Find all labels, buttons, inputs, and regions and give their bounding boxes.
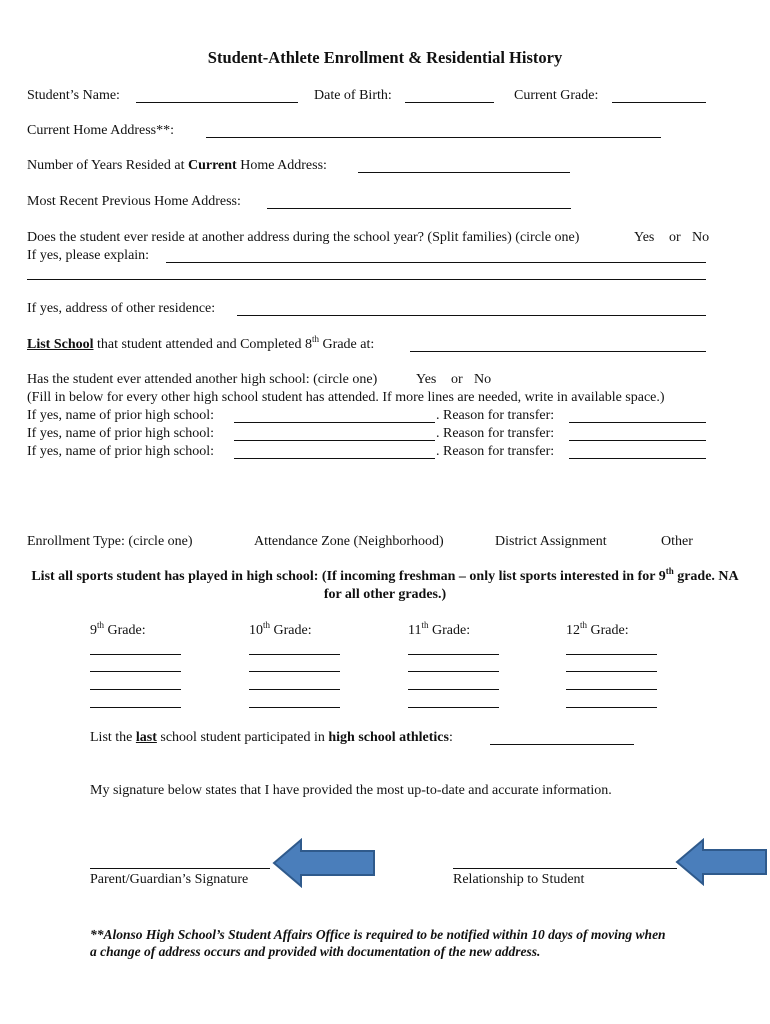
split-no-option[interactable]: No [692, 230, 710, 245]
relationship-label: Relationship to Student [453, 872, 585, 887]
grade-9-sport-field[interactable] [90, 671, 181, 672]
last-school-field[interactable] [490, 744, 634, 745]
parent-signature-field[interactable] [90, 868, 270, 869]
grade-10-sport-field[interactable] [249, 689, 340, 690]
grade-12-sport-field[interactable] [566, 654, 657, 655]
eighth-grade-school-label: List School that student attended and Completed 8th Grade at: [27, 334, 375, 352]
prior-school-label: If yes, name of prior high school: [27, 426, 215, 441]
prior-no-option[interactable]: No [474, 372, 492, 387]
current-grade-label: Current Grade: [514, 88, 599, 103]
form-title: Student-Athlete Enrollment & Residential History [207, 48, 563, 67]
prior-school-field[interactable] [234, 440, 435, 441]
transfer-reason-field[interactable] [569, 458, 706, 459]
prior-or-text: or [451, 372, 463, 387]
grade-9-sport-field[interactable] [90, 689, 181, 690]
grade-10-sport-field[interactable] [249, 707, 340, 708]
grade-9-label: 9th Grade: [90, 620, 146, 638]
prior-school-label: If yes, name of prior high school: [27, 408, 215, 423]
split-yes-option[interactable]: Yes [634, 230, 655, 245]
transfer-reason-field[interactable] [569, 440, 706, 441]
grade-12-sport-field[interactable] [566, 707, 657, 708]
grade-12-sport-field[interactable] [566, 671, 657, 672]
signature-statement: My signature below states that I have provided the most up-to-date and accurate information. [90, 783, 612, 798]
enrollment-option-other[interactable]: Other [661, 534, 693, 549]
years-resided-label: Number of Years Resided at Current Home Address: [27, 158, 327, 173]
student-name-field[interactable] [136, 102, 298, 103]
split-or-text: or [669, 230, 681, 245]
prior-school-field[interactable] [234, 458, 435, 459]
previous-address-field[interactable] [267, 208, 571, 209]
prior-school-question: Has the student ever attended another high school: (circle one) [27, 372, 378, 387]
enrollment-option-zone[interactable]: Attendance Zone (Neighborhood) [254, 534, 444, 549]
grade-11-sport-field[interactable] [408, 689, 499, 690]
left-arrow-icon [675, 838, 768, 886]
grade-11-sport-field[interactable] [408, 654, 499, 655]
transfer-reason-label: . Reason for transfer: [436, 444, 555, 459]
footer-note: **Alonso High School’s Student Affairs Office is required to be notified within 10 days of moving when a change of address occurs and provided with documentation of the new address. [90, 927, 666, 959]
other-residence-field[interactable] [237, 315, 706, 316]
left-arrow-icon [272, 838, 376, 888]
other-residence-label: If yes, address of other residence: [27, 301, 216, 316]
grade-12-label: 12th Grade: [566, 620, 629, 638]
prior-school-field[interactable] [234, 422, 435, 423]
eighth-grade-school-field[interactable] [410, 351, 706, 352]
grade-9-sport-field[interactable] [90, 654, 181, 655]
dob-label: Date of Birth: [314, 88, 392, 103]
explain-field-line-2[interactable] [27, 279, 706, 280]
grade-12-sport-field[interactable] [566, 689, 657, 690]
grade-10-sport-field[interactable] [249, 654, 340, 655]
relationship-field[interactable] [453, 868, 677, 869]
last-school-label: List the last school student participated in high school athletics: [90, 730, 453, 745]
current-grade-field[interactable] [612, 102, 706, 103]
dob-field[interactable] [405, 102, 494, 103]
enrollment-option-district[interactable]: District Assignment [495, 534, 607, 549]
transfer-reason-field[interactable] [569, 422, 706, 423]
explain-label: If yes, please explain: [27, 248, 150, 263]
split-question: Does the student ever reside at another address during the school year? (Split families) (circle one) [27, 230, 580, 245]
grade-10-label: 10th Grade: [249, 620, 312, 638]
grade-10-sport-field[interactable] [249, 671, 340, 672]
years-resided-field[interactable] [358, 172, 570, 173]
prior-school-label: If yes, name of prior high school: [27, 444, 215, 459]
grade-11-sport-field[interactable] [408, 671, 499, 672]
grade-9-sport-field[interactable] [90, 707, 181, 708]
grade-11-sport-field[interactable] [408, 707, 499, 708]
parent-signature-label: Parent/Guardian’s Signature [90, 872, 249, 887]
explain-field[interactable] [166, 262, 706, 263]
enrollment-type-label: Enrollment Type: (circle one) [27, 534, 193, 549]
sports-heading: List all sports student has played in high school: (If incoming freshman – only list sports interested in for 9th grade. NA for all other grades.) [31, 566, 739, 602]
current-address-field[interactable] [206, 137, 661, 138]
current-address-label: Current Home Address**: [27, 123, 174, 138]
prior-yes-option[interactable]: Yes [416, 372, 437, 387]
prior-school-note: (Fill in below for every other high school student has attended. If more lines are needed, write in available space.) [27, 390, 665, 405]
transfer-reason-label: . Reason for transfer: [436, 426, 555, 441]
student-name-label: Student’s Name: [27, 88, 120, 103]
grade-11-label: 11th Grade: [408, 620, 471, 638]
transfer-reason-label: . Reason for transfer: [436, 408, 555, 423]
previous-address-label: Most Recent Previous Home Address: [27, 194, 241, 209]
